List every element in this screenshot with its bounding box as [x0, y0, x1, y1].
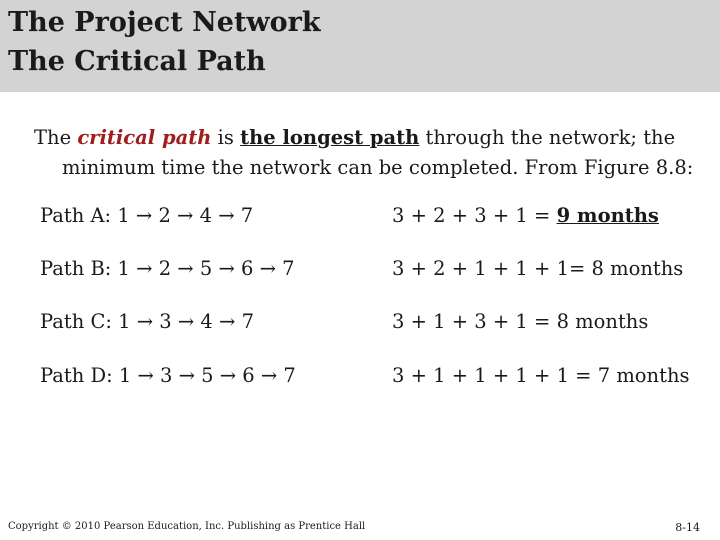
path-row-a — [40, 201, 700, 231]
intro-line-2: minimum time the network can be completed. From Figure 8.8: — [62, 156, 694, 179]
path-row-c — [40, 307, 700, 337]
path-b-label: Path B: 1 → 2 → 5 → 6 → 7 — [40, 257, 295, 280]
path-d-label: Path D: 1 → 3 → 5 → 6 → 7 — [40, 364, 296, 387]
path-row-b — [40, 254, 700, 284]
longest-path-phrase: the longest path — [240, 126, 420, 149]
path-a-result: 9 months — [556, 204, 659, 227]
intro-rest: through the network; the — [419, 126, 676, 149]
path-a-sum: 3 + 2 + 3 + 1 = — [392, 204, 557, 227]
path-b-calc: 3 + 2 + 1 + 1 + 1= 8 months — [392, 257, 684, 280]
intro-line-1 — [34, 123, 694, 153]
slide-title-line-1: The Project Network — [8, 7, 321, 38]
path-d-calc: 3 + 1 + 1 + 1 + 1 = 7 months — [392, 364, 690, 387]
page-number: 8-14 — [675, 521, 700, 534]
critical-path-term: critical path — [77, 126, 212, 149]
intro-paragraph — [34, 123, 694, 183]
intro-is: is — [211, 126, 241, 149]
intro-the: The — [34, 126, 78, 149]
title-band — [0, 0, 720, 92]
slide-title-line-2: The Critical Path — [8, 46, 266, 77]
path-a-calc — [392, 201, 659, 231]
copyright-footer: Copyright © 2010 Pearson Education, Inc. Publishing as Prentice Hall — [8, 521, 366, 532]
path-c-label: Path C: 1 → 3 → 4 → 7 — [40, 310, 254, 333]
path-c-calc: 3 + 1 + 3 + 1 = 8 months — [392, 310, 649, 333]
path-a-label: Path A: 1 → 2 → 4 → 7 — [40, 204, 254, 227]
path-row-d — [40, 361, 700, 391]
